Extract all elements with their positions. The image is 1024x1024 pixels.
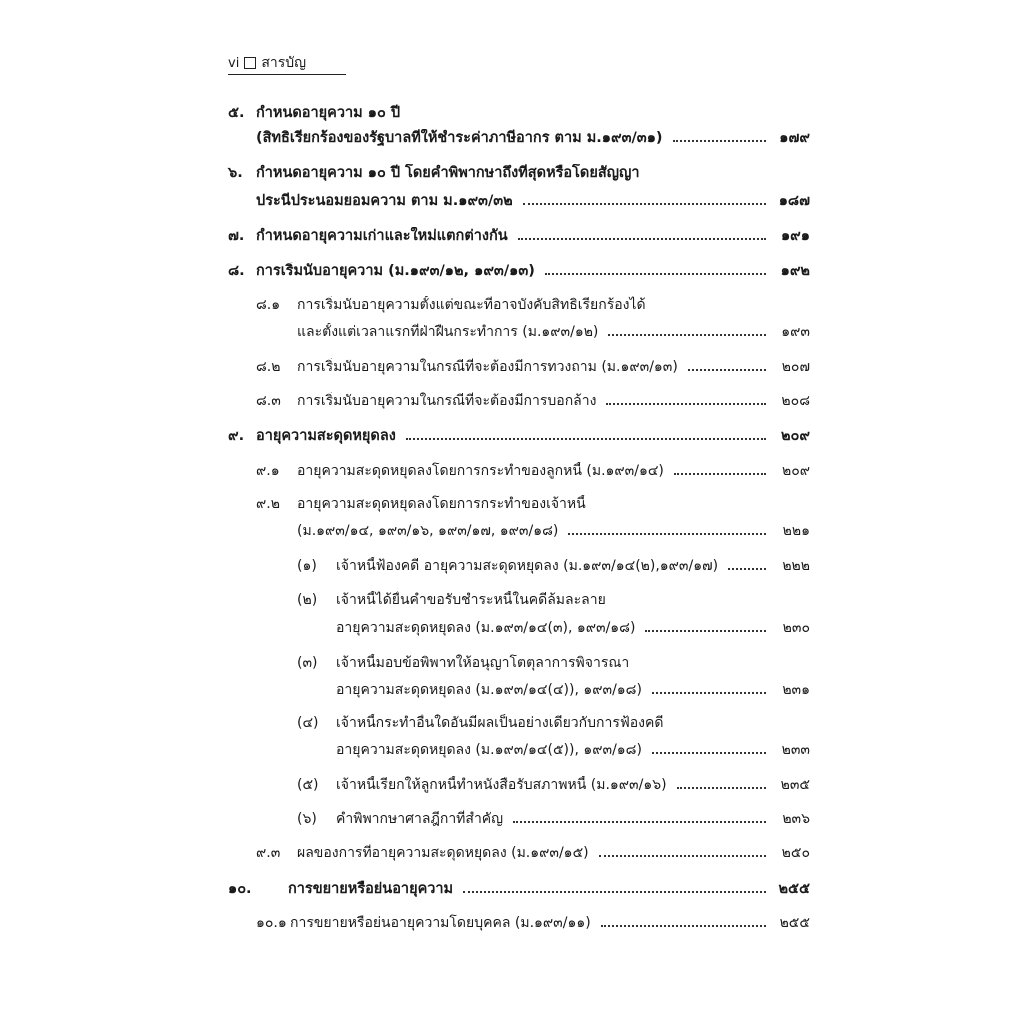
toc-entry	[228, 427, 810, 445]
toc-entry-continuation	[256, 129, 810, 147]
toc-entry-title: เจ้าหนี้เรียกให้ลูกหนี้ทำหนังสือรับสภาพหนี้ (ม.๑๙๓/๑๖)	[336, 777, 667, 793]
dot-leader	[463, 891, 766, 893]
dot-leader	[673, 140, 766, 142]
toc-entry-number: (๓)	[297, 655, 318, 671]
dot-leader	[601, 925, 766, 927]
toc-entry-title-line2: อายุความสะดุดหยุดลง (ม.๑๙๓/๑๔(๕)), ๑๙๓/๑๘)	[336, 742, 642, 758]
dot-leader	[652, 752, 766, 754]
dot-leader	[652, 692, 766, 694]
toc-page-number: ๒๓๕	[780, 777, 810, 793]
page-header	[228, 52, 346, 75]
dot-leader	[688, 369, 766, 371]
toc-entry	[228, 227, 810, 245]
toc-page-number: ๒๕๕	[778, 881, 810, 897]
dot-leader	[545, 273, 766, 275]
toc-entry-continuation	[336, 741, 810, 759]
toc-page-number: ๒๒๑	[782, 523, 810, 539]
dot-leader	[568, 533, 766, 535]
dot-leader	[728, 568, 766, 570]
dot-leader	[677, 787, 766, 789]
toc-entry-title: การเริ่มนับอายุความ (ม.๑๙๓/๑๒, ๑๙๓/๑๓)	[256, 263, 535, 279]
toc-entry	[228, 164, 810, 182]
toc-entry	[256, 914, 810, 932]
toc-entry-title: อายุความสะดุดหยุดลงโดยการกระทำของลูกหนี้ (ม.๑๙๓/๑๔)	[297, 463, 664, 479]
dot-leader	[674, 473, 766, 475]
toc-entry-title: การเริ่มนับอายุความในกรณีที่จะต้องมีการทวงถาม (ม.๑๙๓/๑๓)	[297, 359, 678, 375]
toc-entry-number: ๙.๑	[256, 463, 280, 479]
toc-page-number: ๒๓๑	[782, 682, 810, 698]
dot-leader	[513, 821, 766, 823]
toc-entry-title: การขยายหรือย่นอายุความ	[288, 881, 454, 897]
toc-entry-number: (๖)	[297, 811, 317, 827]
toc-entry	[297, 776, 810, 794]
toc-entry-number: (๔)	[297, 715, 319, 731]
toc-entry-title: กำหนดอายุความ ๑๐ ปี	[256, 105, 401, 121]
toc-entry-title: คำพิพากษาศาลฎีกาที่สำคัญ	[336, 811, 504, 827]
toc-page-number: ๑๙๑	[780, 228, 810, 244]
toc-entry-continuation	[256, 192, 810, 210]
toc-page-number: ๒๐๙	[780, 428, 810, 444]
toc-page-number: ๑๘๗	[778, 193, 810, 209]
toc-entry-title: เจ้าหนี้กระทำอื่นใดอันมีผลเป็นอย่างเดียวกับการฟ้องคดี	[336, 715, 664, 731]
toc-entry	[297, 654, 810, 672]
toc-entry-number: ๕.	[228, 105, 245, 121]
toc-entry-continuation	[336, 681, 810, 699]
toc-entry-title: อายุความสะดุดหยุดลง	[256, 428, 396, 444]
dot-leader	[518, 238, 766, 240]
toc-entry-title-line2: และตั้งแต่เวลาแรกที่ฝ่าฝืนกระทำการ (ม.๑๙๓/๑๒)	[297, 324, 599, 340]
toc-page-number: ๑๙๒	[780, 263, 810, 279]
toc-entry-title: ผลของการที่อายุความสะดุดหยุดลง (ม.๑๙๓/๑๕)	[297, 845, 589, 861]
toc-entry-title: การเริ่มนับอายุความในกรณีที่จะต้องมีการบอกล้าง	[297, 393, 597, 409]
toc-entry-number: ๑๐.	[228, 881, 252, 897]
toc-entry-title-line2: อายุความสะดุดหยุดลง (ม.๑๙๓/๑๔(๓), ๑๙๓/๑๘)	[336, 620, 636, 636]
dot-leader	[599, 855, 766, 857]
square-bullet-icon	[244, 57, 256, 69]
toc-entry-title: กำหนดอายุความเก่าและใหม่แตกต่างกัน	[256, 228, 508, 244]
toc-page-number: ๒๕๕	[779, 915, 810, 931]
toc-page-number: ๒๐๘	[781, 393, 810, 409]
toc-entry	[228, 104, 810, 122]
dot-leader	[406, 438, 766, 440]
toc-entry	[256, 296, 810, 314]
toc-entry	[256, 495, 810, 513]
toc-entry-number: ๙.	[228, 428, 245, 444]
toc-entry	[228, 880, 810, 898]
toc-entry-continuation	[297, 522, 810, 540]
toc-page-number: ๑๙๓	[781, 324, 810, 340]
toc-entry-title: การเริ่มนับอายุความตั้งแต่ขณะที่อาจบังคับสิทธิเรียกร้องได้	[297, 297, 646, 313]
toc-entry	[256, 462, 810, 480]
toc-entry	[256, 358, 810, 376]
toc-entry-number: ๖.	[228, 165, 243, 181]
toc-entry-title: การขยายหรือย่นอายุความโดยบุคคล (ม.๑๙๓/๑๑)	[290, 915, 591, 931]
dot-leader	[645, 630, 766, 632]
toc-page-number: ๑๗๙	[779, 130, 810, 146]
toc-entry-continuation	[336, 619, 810, 637]
toc-entry-title-line2: อายุความสะดุดหยุดลง (ม.๑๙๓/๑๔(๔)), ๑๙๓/๑๘)	[336, 682, 642, 698]
toc-entry	[256, 392, 810, 410]
dot-leader	[523, 203, 766, 205]
toc-entry-title-line2: ประนีประนอมยอมความ ตาม ม.๑๙๓/๓๒	[256, 193, 513, 209]
toc-entry-number: ๘.๓	[256, 393, 281, 409]
toc-page-number: ๒๐๗	[781, 359, 810, 375]
toc-entry	[228, 262, 810, 280]
toc-page-number: ๒๒๒	[782, 558, 810, 574]
toc-entry-number: ๑๐.๑	[256, 915, 287, 931]
toc-entry-number: ๙.๒	[256, 496, 280, 512]
toc-entry-title-line2: (สิทธิเรียกร้องของรัฐบาลที่ให้ชำระค่าภาษีอากร ตาม ม.๑๙๓/๓๑)	[256, 130, 663, 146]
toc-entry	[297, 557, 810, 575]
toc-page-number: ๒๓๖	[782, 811, 810, 827]
toc-entry-title: เจ้าหนี้ฟ้องคดี อายุความสะดุดหยุดลง (ม.๑๙๓/๑๔(๒),๑๙๓/๑๗)	[336, 558, 719, 574]
toc-page-number: ๒๓๐	[782, 620, 810, 636]
toc-entry-number: ๘.	[228, 263, 245, 279]
toc-entry-number: (๕)	[297, 777, 319, 793]
toc-entry-title: กำหนดอายุความ ๑๐ ปี โดยคำพิพากษาถึงที่สุดหรือโดยสัญญา	[256, 165, 640, 181]
toc-entry	[256, 844, 810, 862]
toc-entry-number: ๘.๒	[256, 359, 281, 375]
page-roman-numeral: vi	[228, 55, 240, 71]
dot-leader	[606, 403, 766, 405]
toc-page-number: ๒๓๓	[781, 742, 810, 758]
toc-entry-continuation	[297, 323, 810, 341]
toc-entry-number: (๒)	[297, 592, 318, 608]
page-header-title: สารบัญ	[261, 55, 307, 71]
toc-entry-number: ๘.๑	[256, 297, 281, 313]
toc-entry-title: อายุความสะดุดหยุดลงโดยการกระทำของเจ้าหนี้	[297, 496, 586, 512]
toc-page-number: ๒๐๙	[781, 463, 810, 479]
toc-entry-number: ๙.๓	[256, 845, 281, 861]
toc-entry	[297, 810, 810, 828]
dot-leader	[608, 334, 766, 336]
toc-page-number: ๒๕๐	[781, 845, 810, 861]
toc-entry	[297, 591, 810, 609]
toc-entry-title: เจ้าหนี้มอบข้อพิพาทให้อนุญาโตตุลาการพิจารณา	[336, 655, 630, 671]
toc-entry-title-line2: (ม.๑๙๓/๑๔, ๑๙๓/๑๖, ๑๙๓/๑๗, ๑๙๓/๑๘)	[297, 523, 559, 539]
toc-entry-title: เจ้าหนี้ได้ยื่นคำขอรับชำระหนี้ในคดีล้มละลาย	[336, 592, 606, 608]
toc-entry	[297, 714, 810, 732]
toc-entry-number: (๑)	[297, 558, 317, 574]
toc-entry-number: ๗.	[228, 228, 245, 244]
